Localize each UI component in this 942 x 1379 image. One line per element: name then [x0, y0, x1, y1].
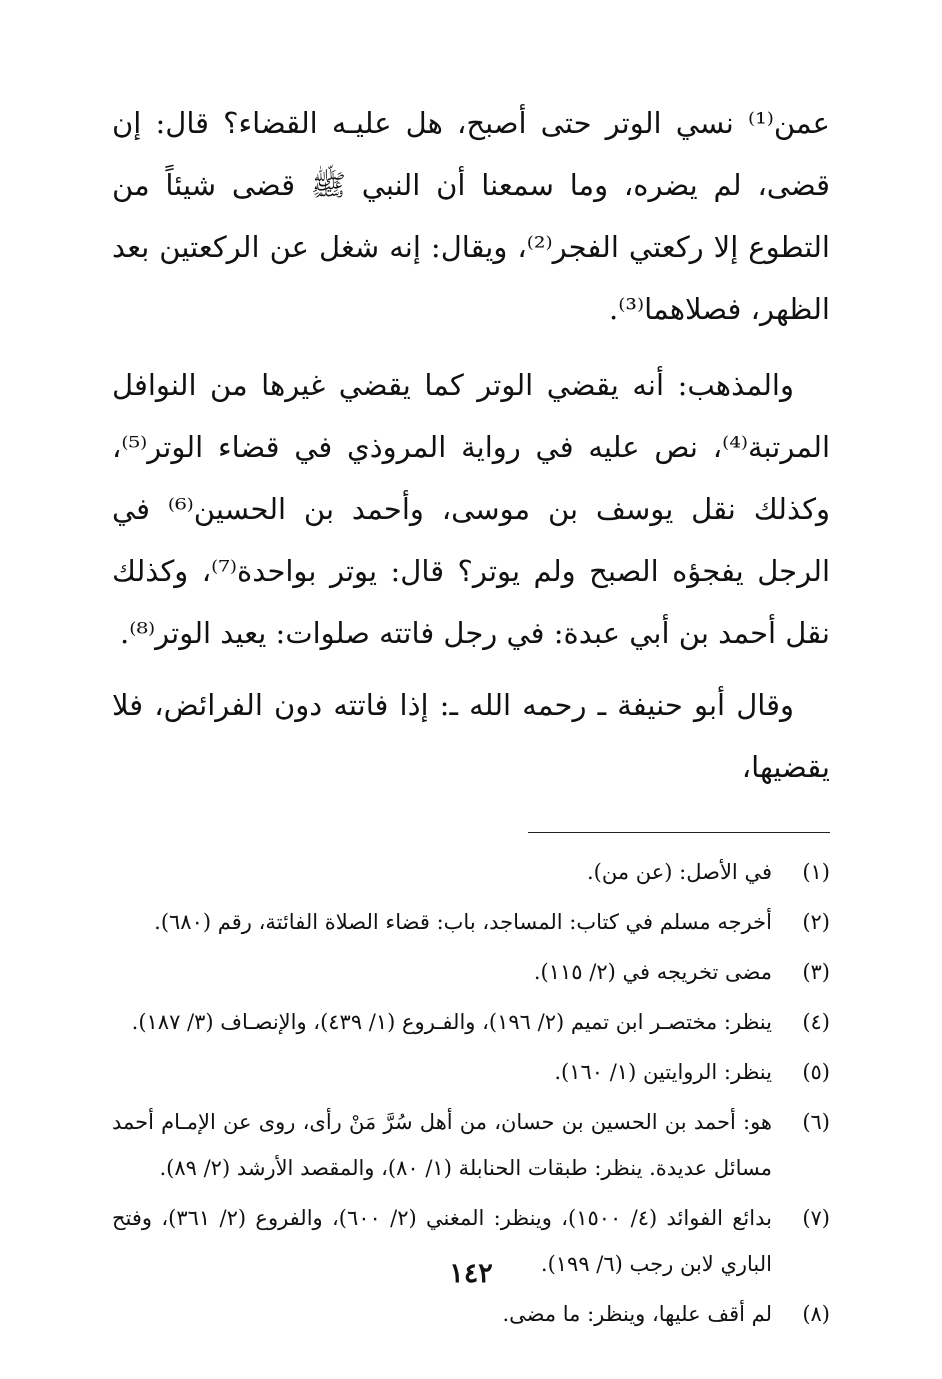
- footnote-text: ينظر: الروايتين (١/ ١٦٠).: [554, 1060, 772, 1084]
- footnote-text: لم أقف عليها، وينظر: ما مضى.: [502, 1302, 772, 1326]
- paragraph-2: والمذهب: أنه يقضي الوتر كما يقضي غيرها من النوافل المرتبة⁽⁴⁾، نص عليه في رواية المروذي في قضاء الوتر⁽⁵⁾، وكذلك نقل يوسف بن موسى، وأحمد بن الحسين⁽⁶⁾ في الرجل يفجؤه الصبح ولم يوتر؟ قال: يوتر بواحدة⁽⁷⁾، وكذلك نقل أحمد بن أبي عبدة: في رجل فاتته صلوات: يعيد الوتر⁽⁸⁾.: [112, 368, 831, 650]
- footnote-number: (٧): [802, 1206, 830, 1230]
- footnote-number: (٣): [802, 960, 830, 984]
- footnote-6: [112, 1099, 830, 1191]
- footnote-number: (٨): [802, 1302, 830, 1326]
- page-number: ١٤٢: [449, 1258, 493, 1289]
- main-text: [112, 92, 830, 798]
- footnote-text: بدائع الفوائد (٤/ ١٥٠٠)، وينظر: المغني (٢/ ٦٠٠)، والفروع (٢/ ٣٦١)، وفتح الباري لابن رجب (٦/ ١٩٩).: [112, 1206, 772, 1276]
- paragraph-1: عمن⁽¹⁾ نسي الوتر حتى أصبح، هل عليـه القضاء؟ قال: إن قضى، لم يضره، وما سمعنا أن النبي ﷺ قضى شيئاً من التطوع إلا ركعتي الفجر⁽²⁾، ويقال: إنه شغل عن الركعتين بعد الظهر، فصلاهما⁽³⁾.: [112, 106, 830, 326]
- footnote-5: [112, 1049, 830, 1095]
- footnote-text: مضى تخريجه في (٢/ ١١٥).: [533, 960, 772, 984]
- footnote-text: أخرجه مسلم في كتاب: المساجد، باب: قضاء الصلاة الفائتة، رقم (٦٨٠).: [154, 910, 772, 934]
- footnote-1: [112, 849, 830, 895]
- footnote-number: (٦): [802, 1110, 830, 1134]
- footnote-8: [112, 1291, 830, 1337]
- page: [112, 92, 830, 1341]
- footnote-text: ينظر: مختصـر ابن تميم (٢/ ١٩٦)، والفـروع (١/ ٤٣٩)، والإنصـاف (٣/ ١٨٧).: [131, 1010, 772, 1034]
- footnote-text: هو: أحمد بن الحسين بن حسان، من أهل سُرَّ مَنْ رأى، روى عن الإمـام أحمد مسائل عديدة. ينظر: طبقات الحنابلة (١/ ٨٠)، والمقصد الأرشد (٢/ ٨٩).: [112, 1110, 772, 1180]
- footnote-number: (١): [802, 860, 830, 884]
- footnote-number: (٥): [802, 1060, 830, 1084]
- paragraph-3: وقال أبو حنيفة ـ رحمه الله ـ: إذا فاتته دون الفرائض، فلا يقضيها،: [112, 688, 830, 784]
- footnote-number: (٤): [802, 1010, 830, 1034]
- footnote-2: [112, 899, 830, 945]
- footnote-4: [112, 999, 830, 1045]
- footnote-divider: [528, 832, 830, 833]
- footnote-text: في الأصل: (عن من).: [586, 860, 772, 884]
- footnote-3: [112, 949, 830, 995]
- footnote-number: (٢): [802, 910, 830, 934]
